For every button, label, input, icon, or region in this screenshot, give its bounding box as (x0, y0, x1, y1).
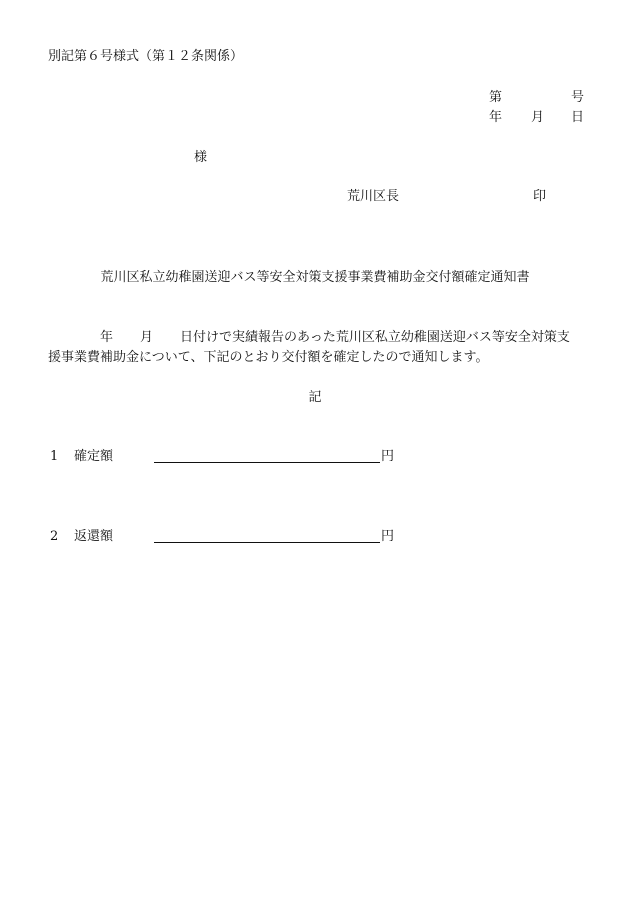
document-title: 荒川区私立幼稚園送迎バス等安全対策支援事業費補助金交付額確定通知書 (100, 270, 530, 285)
addressee-honorific: 様 (194, 150, 208, 165)
item-unit: 円 (381, 449, 395, 464)
document-number-suffix: 号 (571, 90, 585, 105)
date-day: 日 (571, 110, 585, 125)
form-reference: 別記第６号様式（第１２条関係） (48, 49, 244, 64)
item-label: 確定額 (74, 449, 114, 464)
body-year: 年 (100, 330, 114, 345)
item-number: 1 (50, 449, 59, 464)
seal-mark: 印 (533, 189, 547, 204)
date-month: 月 (531, 110, 545, 125)
amount-blank-line (154, 529, 380, 543)
document-number-prefix: 第 (489, 90, 503, 105)
date-year: 年 (489, 110, 503, 125)
body-text-line-1: 日付けで実績報告のあった荒川区私立幼稚園送迎バス等安全対策支 (180, 330, 570, 345)
item-number: 2 (50, 529, 59, 544)
ki-heading: 記 (308, 390, 322, 405)
body-month: 月 (140, 330, 154, 345)
issuer-name: 荒川区長 (347, 189, 400, 204)
notice-body-line-1 (48, 328, 588, 348)
item-unit: 円 (381, 529, 395, 544)
amount-blank-line (154, 449, 380, 463)
notice-body (48, 328, 588, 368)
notice-body-line-2: 援事業費補助金について、下記のとおり交付額を確定したので通知します。 (48, 350, 489, 365)
item-label: 返還額 (74, 529, 114, 544)
